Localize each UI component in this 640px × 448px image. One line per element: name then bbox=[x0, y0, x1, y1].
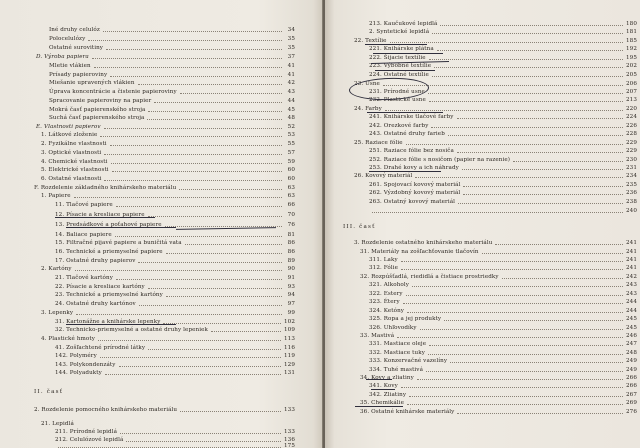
toc-entry: Suchá časť papierenského stroja 48 bbox=[49, 115, 295, 121]
toc-entry: 3. Optické vlastnosti 57 bbox=[41, 150, 295, 156]
toc-entry: 41. Zošľachtené prírodné látky 116 bbox=[55, 345, 295, 351]
toc-entry: 332. Mastiace tuky 248 bbox=[369, 350, 637, 356]
toc-entry: 21. Lepidlá bbox=[41, 421, 74, 427]
toc-entry: D. Výroba papiera 37 bbox=[36, 54, 295, 60]
toc-entry: 241. Knihárske tlačové farby 224 bbox=[369, 114, 637, 120]
pen-underline bbox=[366, 379, 392, 380]
toc-entry: 2. Syntetické lepidlá 181 bbox=[369, 29, 637, 35]
toc-entry: 21. Tlačové kartóny 91 bbox=[55, 275, 295, 281]
toc-entry: 35. Chemikálie 269 bbox=[360, 400, 637, 406]
toc-entry: 252. Raziace fólie s nosičom (papier na razenie) 230 bbox=[369, 157, 637, 163]
toc-entry: 221. Knihárske plátna 192 bbox=[369, 46, 637, 52]
toc-entry: 341. Kovy 266 bbox=[369, 383, 637, 389]
toc-entry: 212. Celulózové lepidlá 136 bbox=[55, 437, 295, 443]
toc-entry: 23. Technické a priemyselné kartóny 94 bbox=[55, 292, 295, 298]
toc-entry: 1. Látkové zloženie 53 bbox=[41, 132, 295, 138]
toc-entry: Spracovanie papieroviny na papier 44 bbox=[49, 98, 295, 104]
right-page bbox=[325, 0, 640, 448]
toc-entry: 22. Textílie 185 bbox=[354, 38, 637, 44]
toc-entry: 261. Spojovací kovový materiál 235 bbox=[369, 182, 637, 188]
toc-entry: 26. Kovový materiál 234 bbox=[354, 173, 637, 179]
toc-entry: 24. Ostatné druhy kartónov 97 bbox=[55, 301, 295, 307]
toc-entry: 4. Chemické vlastnosti 59 bbox=[41, 159, 295, 165]
toc-entry: 22. Písacie a kresliace kartóny 93 bbox=[55, 284, 295, 290]
pen-underline bbox=[373, 53, 443, 54]
right-toc bbox=[325, 0, 640, 448]
toc-entry: 12. Písacie a kresliace papiere 70 bbox=[55, 212, 295, 218]
part-heading: II. časť bbox=[34, 389, 64, 395]
toc-entry: 342. Zliatiny 267 bbox=[369, 392, 637, 398]
toc-entry: 31. Materiály na zošľachťovanie tlačovín 241 bbox=[360, 249, 637, 255]
toc-entry: 3. Rozdelenie ostatného knihárskeho materiálu 241 bbox=[354, 240, 637, 246]
toc-entry: 333. Konzervačné vazelíny 249 bbox=[369, 358, 637, 364]
pen-underline bbox=[55, 217, 155, 218]
toc-entry: 243. Ostatné druhy farieb 228 bbox=[369, 131, 637, 137]
toc-entry: 224. Ostatné textílie 205 bbox=[369, 72, 637, 78]
toc-entry: 24. Farby 220 bbox=[354, 106, 637, 112]
toc-entry: 324. Ketóny 244 bbox=[369, 308, 637, 314]
toc-entry: Úprava koncentrácie a čistenie papieroviny 43 bbox=[49, 89, 295, 95]
toc-entry: Iné druhy celulóz 34 bbox=[49, 27, 295, 33]
toc-entry: Prísady papieroviny 41 bbox=[49, 72, 295, 78]
toc-entry: 11. Tlačové papiere 66 bbox=[55, 202, 295, 208]
toc-entry: 6. Ostatné vlastnosti 60 bbox=[41, 176, 295, 182]
part-heading: III. časť bbox=[343, 224, 376, 230]
toc-entry: Mletie vlákien 41 bbox=[49, 63, 295, 69]
pen-underline bbox=[371, 389, 395, 390]
toc-entry: 251. Raziace fólie bez nosiča 229 bbox=[369, 148, 637, 154]
toc-entry: Ostatné surovitiny 35 bbox=[49, 45, 295, 51]
toc-entry: 14. Baliace papiere 81 bbox=[55, 232, 295, 238]
pen-underline bbox=[367, 112, 443, 113]
toc-entry: 175 bbox=[55, 443, 295, 448]
pen-underline bbox=[66, 227, 176, 228]
toc-entry: 325. Ropa a jej produkty 245 bbox=[369, 316, 637, 322]
toc-entry: 253. Drahé kovy a ich náhrady 231 bbox=[369, 165, 637, 171]
toc-entry: 25. Raziace fólie 229 bbox=[354, 140, 637, 146]
toc-entry: 34. Kovy a zliatiny 266 bbox=[360, 375, 637, 381]
toc-entry: 32. Rozpúšťadlá, riedidlá a čistiace prostriedky 242 bbox=[360, 274, 637, 280]
toc-entry: 13. Predsádkové a poťahové papiere 76 bbox=[55, 222, 295, 228]
toc-entry: E. Vlastnosti papierov 52 bbox=[36, 124, 295, 130]
toc-entry: 5. Elektrické vlastnosti 60 bbox=[41, 167, 295, 173]
pen-underline bbox=[369, 171, 441, 172]
pen-underline bbox=[375, 70, 435, 71]
toc-entry: 2. Kartóny 90 bbox=[41, 266, 295, 272]
toc-entry: 323. Étery 244 bbox=[369, 299, 637, 305]
toc-entry: 36. Ostatné knihárske materiály 276 bbox=[360, 409, 637, 415]
toc-entry: 321. Alkoholy 243 bbox=[369, 282, 637, 288]
toc-entry: 3. Lepenky 99 bbox=[41, 310, 295, 316]
toc-entry: 211. Prírodné lepidlá 133 bbox=[55, 429, 295, 435]
toc-entry: 312. Fólie 241 bbox=[369, 265, 637, 271]
toc-entry: 1. Papiere 63 bbox=[41, 193, 295, 199]
pen-underline bbox=[365, 44, 427, 45]
toc-entry: 231. Prírodné usne 207 bbox=[369, 89, 637, 95]
toc-entry: 311. Laky 241 bbox=[369, 257, 637, 263]
toc-entry: 32. Technicko-priemyselné a ostatné druhy lepeniek 109 bbox=[55, 327, 295, 333]
toc-entry: 17. Ostatné druhy papierov 89 bbox=[55, 258, 295, 264]
toc-entry: 144. Polyadukty 131 bbox=[55, 370, 295, 376]
toc-entry: 326. Uhľovodíky 245 bbox=[369, 325, 637, 331]
toc-entry: 23. Usne 206 bbox=[354, 81, 637, 87]
toc-entry: 222. Šijacie textílie 195 bbox=[369, 55, 637, 61]
toc-entry: 232. Plastické usne 213 bbox=[369, 97, 637, 103]
toc-entry: 331. Mastiace oleje 247 bbox=[369, 341, 637, 347]
pen-underline bbox=[355, 406, 403, 407]
toc-entry: Polocelulózy 35 bbox=[49, 36, 295, 42]
toc-entry: 15. Filtračné pijavé papiere a buničitá vata 86 bbox=[55, 240, 295, 246]
toc-entry: Mokrá časť papierenského stroja 45 bbox=[49, 107, 295, 113]
toc-entry: 31. Kartonážne a knihárske lepenky 102 bbox=[55, 319, 295, 325]
toc-entry: 334. Tuhé mastivá 249 bbox=[369, 367, 637, 373]
toc-entry: 16. Technické a priemyselné papiere 86 bbox=[55, 249, 295, 255]
toc-entry: 263. Ostatný kovový materiál 238 bbox=[369, 199, 637, 205]
toc-entry: 240 bbox=[369, 208, 637, 215]
toc-entry: 262. Výzdobný kovový materiál 236 bbox=[369, 190, 637, 196]
toc-entry: 33. Mastivá 246 bbox=[360, 333, 637, 339]
toc-entry: 142. Polyméry 119 bbox=[55, 353, 295, 359]
toc-entry: F. Rozdelenie základného knihárskeho materiálu 63 bbox=[34, 185, 295, 191]
toc-entry: 4. Plastické hmoty 113 bbox=[41, 336, 295, 342]
toc-entry: 2. Fyzikálne vlastnosti 55 bbox=[41, 141, 295, 147]
toc-entry: Miešanie upravených vlákien 42 bbox=[49, 80, 295, 86]
pen-underline bbox=[66, 324, 176, 325]
toc-entry: 322. Estery 243 bbox=[369, 291, 637, 297]
toc-entry: 213. Kaučukové lepidlá 180 bbox=[369, 21, 637, 27]
toc-entry: 143. Polykondenzáty 129 bbox=[55, 362, 295, 368]
toc-entry: 223. Výbobné textílie 202 bbox=[369, 63, 637, 69]
toc-entry: 2. Rozdelenie pomocného knihárskeho materiálu 133 bbox=[34, 407, 295, 413]
toc-entry: 242. Orezkové farby 226 bbox=[369, 123, 637, 129]
